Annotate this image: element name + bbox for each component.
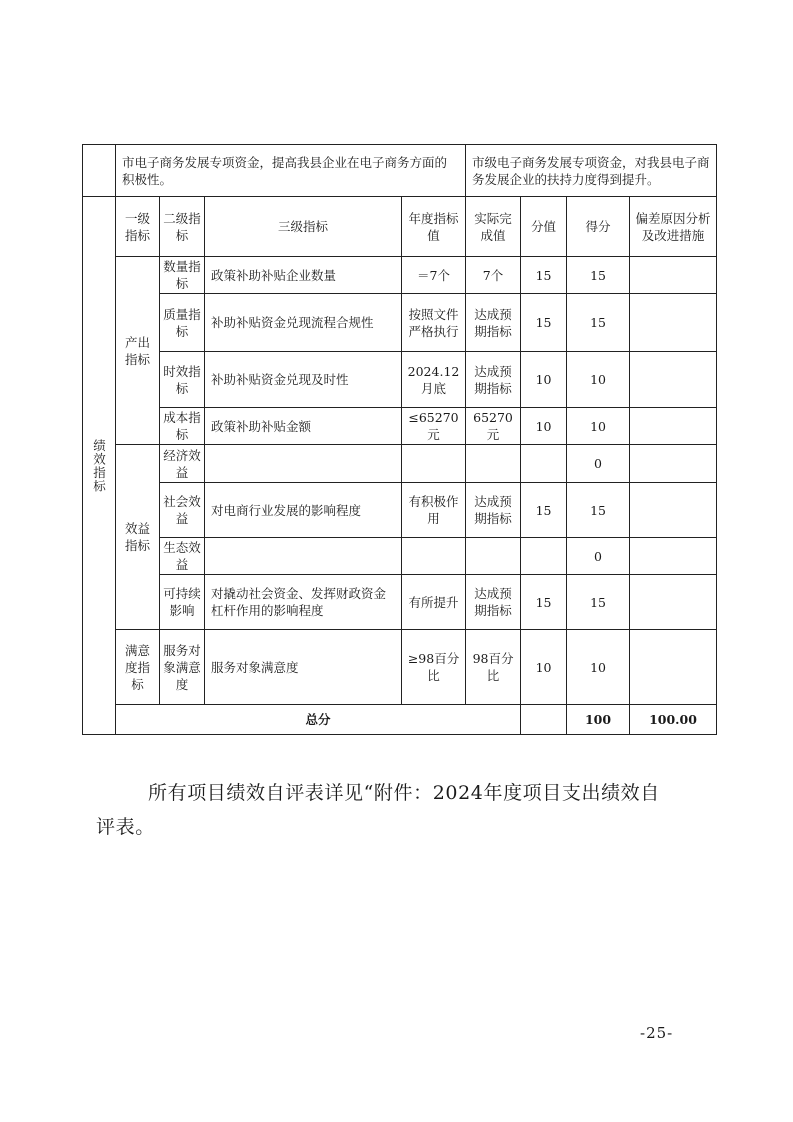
level1-cell: 效益指标: [116, 445, 160, 630]
score-cell: 15: [567, 575, 630, 630]
target-cell: [402, 538, 466, 575]
score-cell: 15: [567, 294, 630, 352]
deviation-cell: [630, 630, 717, 705]
header-score-obtained: 得分: [567, 197, 630, 257]
value-cell: [521, 538, 567, 575]
score-cell: 10: [567, 408, 630, 445]
actual-cell: [466, 538, 521, 575]
deviation-cell: [630, 352, 717, 408]
actual-cell: [466, 445, 521, 483]
header-deviation: 偏差原因分析及改进措施: [630, 197, 717, 257]
value-cell: 10: [521, 352, 567, 408]
target-cell: ≥98百分比: [402, 630, 466, 705]
header-row: [83, 197, 717, 257]
goal-row: [83, 145, 717, 197]
value-cell: 15: [521, 483, 567, 538]
level2-cell: 成本指标: [160, 408, 205, 445]
value-cell: 15: [521, 575, 567, 630]
section-label: 绩效指标: [83, 197, 116, 735]
total-value: 100: [567, 705, 630, 735]
header-actual-completion: 实际完成值: [466, 197, 521, 257]
value-cell: 15: [521, 257, 567, 294]
deviation-cell: [630, 294, 717, 352]
actual-cell: 达成预期指标: [466, 352, 521, 408]
paragraph-line-1: 所有项目绩效自评表详见“附件：2024年度项目支出绩效自: [148, 782, 660, 804]
target-cell: [402, 445, 466, 483]
level2-cell: 经济效益: [160, 445, 205, 483]
level2-cell: 质量指标: [160, 294, 205, 352]
score-cell: 0: [567, 538, 630, 575]
page-number: -25-: [640, 1024, 674, 1042]
value-cell: [521, 445, 567, 483]
level3-cell: 对撬动社会资金、发挥财政资金杠杆作用的影响程度: [205, 575, 402, 630]
target-cell: ≤65270元: [402, 408, 466, 445]
level3-cell: 服务对象满意度: [205, 630, 402, 705]
score-cell: 15: [567, 483, 630, 538]
deviation-cell: [630, 483, 717, 538]
header-level2: 二级指标: [160, 197, 205, 257]
level2-cell: 服务对象满意度: [160, 630, 205, 705]
score-cell: 0: [567, 445, 630, 483]
header-level3: 三级指标: [205, 197, 402, 257]
goal-blank-cell: [83, 145, 116, 197]
actual-cell: 98百分比: [466, 630, 521, 705]
table-row: [83, 538, 717, 575]
header-score-value: 分值: [521, 197, 567, 257]
score-cell: 10: [567, 630, 630, 705]
target-cell: 有积极作用: [402, 483, 466, 538]
actual-cell: 达成预期指标: [466, 294, 521, 352]
level2-cell: 社会效益: [160, 483, 205, 538]
header-level1: 一级指标: [116, 197, 160, 257]
score-cell: 15: [567, 257, 630, 294]
level2-cell: 数量指标: [160, 257, 205, 294]
level1-cell: 产出指标: [116, 257, 160, 445]
goal-target-text: 市电子商务发展专项资金，提高我县企业在电子商务方面的积极性。: [116, 145, 466, 197]
table-row: [83, 630, 717, 705]
header-annual-target: 年度指标值: [402, 197, 466, 257]
deviation-cell: [630, 257, 717, 294]
level3-cell: 补助补贴资金兑现流程合规性: [205, 294, 402, 352]
value-cell: 10: [521, 408, 567, 445]
target-cell: ＝7个: [402, 257, 466, 294]
table-row: [83, 408, 717, 445]
table-row: [83, 294, 717, 352]
deviation-cell: [630, 445, 717, 483]
deviation-cell: [630, 538, 717, 575]
table-row: [83, 352, 717, 408]
performance-table: [82, 144, 717, 735]
level3-cell: [205, 445, 402, 483]
value-cell: 10: [521, 630, 567, 705]
total-label: 总分: [116, 705, 521, 735]
total-row: [83, 705, 717, 735]
table-row: [83, 257, 717, 294]
body-paragraph: [96, 776, 696, 844]
level2-cell: 生态效益: [160, 538, 205, 575]
level3-cell: 政策补助补贴金额: [205, 408, 402, 445]
actual-cell: 7个: [466, 257, 521, 294]
paragraph-line-2: 评表。: [96, 816, 155, 838]
goal-actual-text: 市级电子商务发展专项资金，对我县电子商务发展企业的扶持力度得到提升。: [466, 145, 717, 197]
level2-cell: 时效指标: [160, 352, 205, 408]
table-row: [83, 483, 717, 538]
actual-cell: 65270元: [466, 408, 521, 445]
level3-cell: 对电商行业发展的影响程度: [205, 483, 402, 538]
actual-cell: 达成预期指标: [466, 483, 521, 538]
deviation-cell: [630, 408, 717, 445]
level1-cell: 满意度指标: [116, 630, 160, 705]
total-score: 100.00: [630, 705, 717, 735]
level2-cell: 可持续影响: [160, 575, 205, 630]
target-cell: 有所提升: [402, 575, 466, 630]
score-cell: 10: [567, 352, 630, 408]
level3-cell: 补助补贴资金兑现及时性: [205, 352, 402, 408]
target-cell: 2024.12月底: [402, 352, 466, 408]
value-cell: 15: [521, 294, 567, 352]
total-actual: [521, 705, 567, 735]
actual-cell: 达成预期指标: [466, 575, 521, 630]
level3-cell: 政策补助补贴企业数量: [205, 257, 402, 294]
deviation-cell: [630, 575, 717, 630]
table-row: [83, 445, 717, 483]
level3-cell: [205, 538, 402, 575]
target-cell: 按照文件严格执行: [402, 294, 466, 352]
table-row: [83, 575, 717, 630]
